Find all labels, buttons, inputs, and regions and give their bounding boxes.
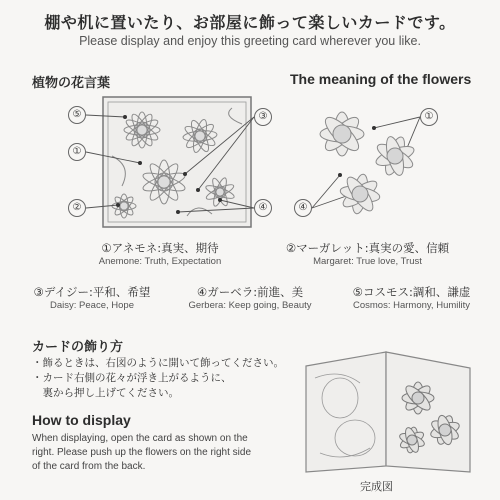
page-title: 棚や机に置いたり、お部屋に飾って楽しいカードです。 — [44, 13, 456, 32]
marker-5-left: ⑤ — [68, 106, 86, 124]
flower-2-name-ja: ②マーガレット:真実の愛、信頼 — [285, 241, 450, 255]
marker-1-right: ① — [420, 108, 438, 126]
display-heading-ja: カードの飾り方 — [32, 340, 124, 355]
marker-4-right: ④ — [294, 199, 312, 217]
flower-language-heading: 植物の花言葉 — [32, 76, 111, 91]
marker-2-left: ② — [68, 199, 86, 217]
instruction-ja-line-1: ・飾るときは、右図のように開いて飾ってください。 — [32, 357, 284, 369]
completed-card-illustration — [300, 348, 476, 476]
flower-4-name-en: Gerbera: Keep going, Beauty — [188, 300, 312, 311]
display-instructions-en — [32, 432, 302, 474]
instruction-ja-line-3: 裏から押し上げてください。 — [32, 387, 179, 399]
flower-5-name-ja: ⑤コスモス:調和、謙虚 — [352, 285, 471, 299]
flower-5-meaning — [334, 284, 489, 311]
flower-4-meaning — [170, 284, 330, 311]
marker-4-left: ④ — [254, 199, 272, 217]
instruction-ja-line-2: ・カード右側の花々が浮き上がるように、 — [32, 372, 232, 384]
flower-2-name-en: Margaret: True love, Trust — [313, 256, 422, 267]
flower-2-meaning — [260, 240, 475, 267]
page-subtitle: Please display and enjoy this greeting card wherever you like. — [79, 34, 421, 48]
flower-3-name-ja: ③デイジー:平和、希望 — [33, 285, 151, 299]
flower-3-meaning — [22, 284, 162, 311]
instruction-en-line-3: of the card from the back. — [32, 461, 146, 472]
flower-5-name-en: Cosmos: Harmony, Humility — [352, 300, 470, 311]
completed-label: 完成図 — [360, 480, 393, 493]
flower-4-name-ja: ④ガーベラ:前進、美 — [196, 285, 304, 299]
flowers-illustration — [300, 96, 440, 226]
flower-1-meaning — [60, 240, 260, 267]
instruction-en-line-1: When displaying, open the card as shown on the — [32, 433, 248, 444]
instruction-en-line-2: right. Please push up the flowers on the right side — [32, 447, 252, 458]
marker-3-left: ③ — [254, 108, 272, 126]
flower-1-name-ja: ①アネモネ:真実、期待 — [101, 241, 219, 255]
flower-1-name-en: Anemone: Truth, Expectation — [98, 256, 222, 267]
display-instructions-ja — [32, 356, 292, 401]
flower-meaning-heading: The meaning of the flowers — [290, 71, 472, 87]
flower-3-name-en: Daisy: Peace, Hope — [50, 300, 134, 311]
display-heading-en: How to display — [32, 412, 131, 428]
marker-1-left: ① — [68, 143, 86, 161]
